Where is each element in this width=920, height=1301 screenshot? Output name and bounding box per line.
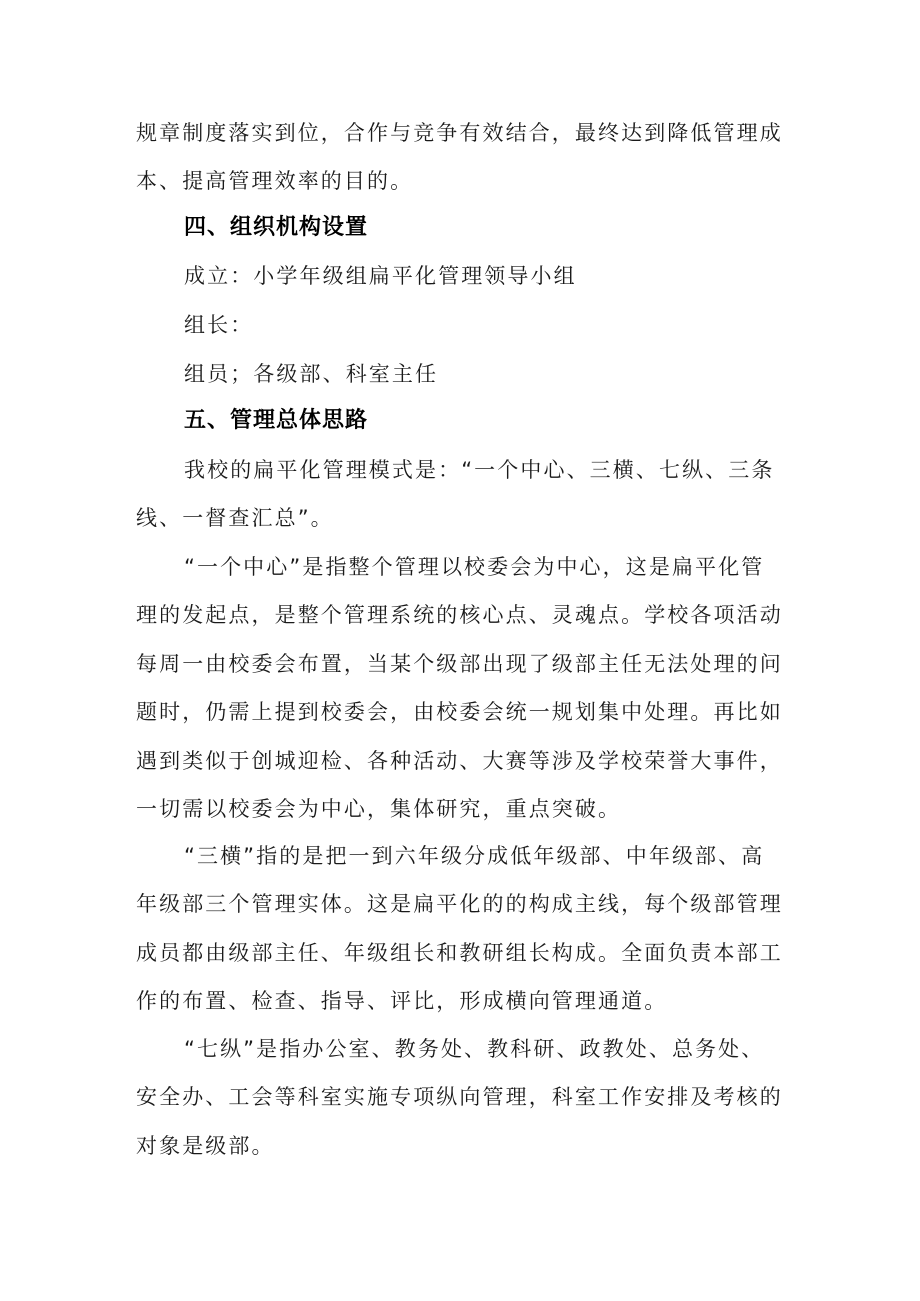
p4-line-3: 对象是级部。 bbox=[136, 1134, 275, 1158]
intro-line-2: 本、提高管理效率的目的。 bbox=[136, 169, 414, 193]
p3-line-1: “三横”指的是把一到六年级分成低年级部、中年级部、高 bbox=[184, 844, 765, 868]
intro-line-1: 规章制度落实到位，合作与竞争有效结合，最终达到降低管理成 bbox=[136, 121, 783, 145]
p1-line-2: 线、一督查汇总”。 bbox=[136, 506, 334, 530]
p3-line-3: 成员都由级部主任、年级组长和教研组长构成。全面负责本部工 bbox=[136, 941, 783, 965]
p2-line-5: 遇到类似于创城迎检、各种活动、大赛等涉及学校荣誉大事件， bbox=[136, 749, 783, 773]
p3-line-2: 年级部三个管理实体。这是扁平化的的构成主线，每个级部管理 bbox=[136, 892, 783, 916]
section-4-heading: 四、组织机构设置 bbox=[184, 215, 369, 240]
section-5-heading: 五、管理总体思路 bbox=[184, 408, 369, 433]
p3-line-4: 作的布置、检查、指导、评比，形成横向管理通道。 bbox=[136, 989, 668, 1013]
p2-line-4: 题时，仍需上提到校委会，由校委会统一规划集中处理。再比如 bbox=[136, 700, 783, 724]
p1-line-1: 我校的扁平化管理模式是：“一个中心、三横、七纵、三条 bbox=[184, 458, 775, 482]
section-4-item-leader: 组长： bbox=[184, 313, 254, 337]
p4-line-2: 安全办、工会等科室实施专项纵向管理，科室工作安排及考核的 bbox=[136, 1085, 783, 1109]
p4-line-1: “七纵”是指办公室、教务处、教科研、政教处、总务处、 bbox=[184, 1037, 765, 1061]
p2-line-3: 每周一由校委会布置，当某个级部出现了级部主任无法处理的问 bbox=[136, 652, 783, 676]
p2-line-6: 一切需以校委会为中心，集体研究，重点突破。 bbox=[136, 797, 622, 821]
p2-line-1: “一个中心”是指整个管理以校委会为中心，这是扁平化管 bbox=[184, 555, 765, 579]
section-4-item-establish: 成立：小学年级组扁平化管理领导小组 bbox=[184, 264, 577, 288]
section-4-item-members: 组员；各级部、科室主任 bbox=[184, 362, 439, 386]
p2-line-2: 理的发起点，是整个管理系统的核心点、灵魂点。学校各项活动 bbox=[136, 603, 783, 627]
